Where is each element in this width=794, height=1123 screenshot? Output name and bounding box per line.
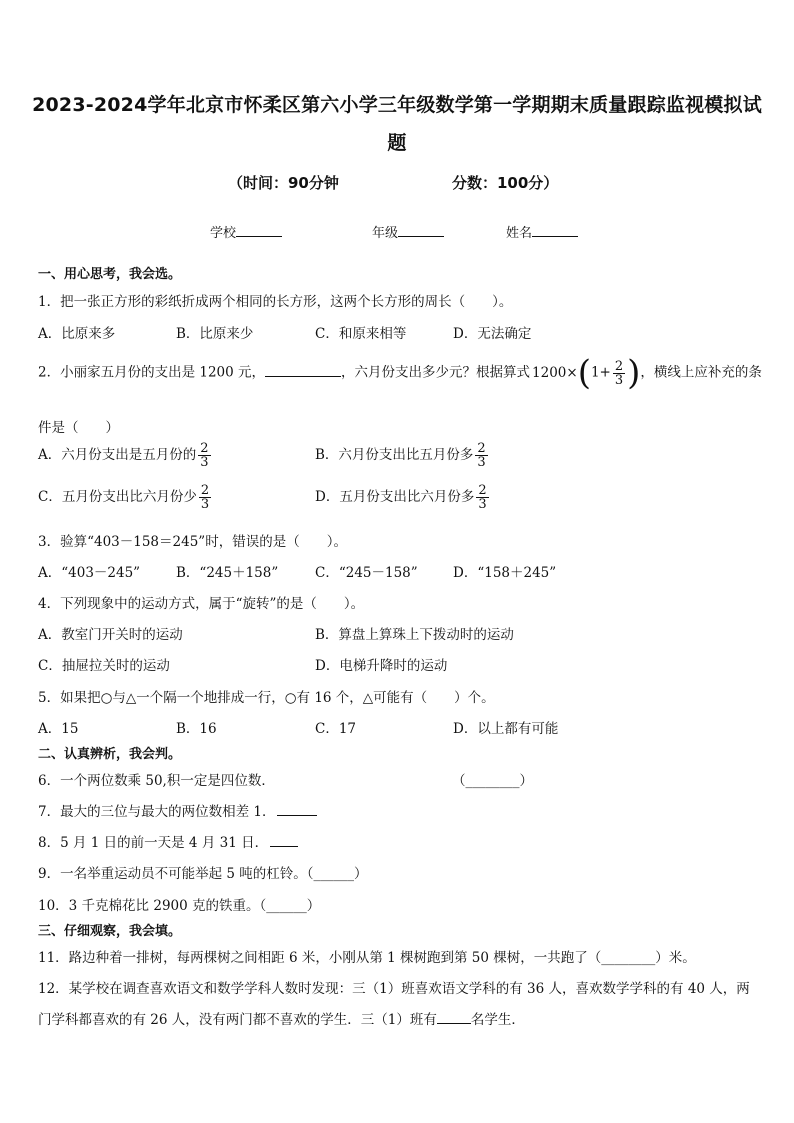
exam-title-line2: 题 <box>387 132 407 154</box>
question-4: 4．下列现象中的运动方式，属于“旋转”的是（ ）。 <box>38 596 365 612</box>
q4-option-a[interactable]: A．教室门开关时的运动 <box>38 627 183 643</box>
q4-option-d[interactable]: D．电梯升降时的运动 <box>315 658 448 674</box>
q2-expr-one: 1+ <box>590 364 611 381</box>
grade-field <box>372 222 444 241</box>
q2-option-b-fraction: $\frac{2}{3}$ <box>477 441 486 470</box>
time-info: （时间：90分钟 <box>228 174 339 192</box>
q6-answer-blank[interactable]: （________） <box>452 773 533 789</box>
question-10: 10．3 千克棉花比 2900 克的铁重。（______） <box>38 898 321 914</box>
q2-option-c[interactable]: C．五月份支出比六月份少 $\frac{2}{3}$ <box>38 483 210 512</box>
q3-option-d[interactable]: D．“158＋245” <box>453 565 557 581</box>
q2-option-d-fraction: $\frac{2}{3}$ <box>478 483 487 512</box>
grade-blank[interactable] <box>398 224 444 237</box>
q8-answer-blank[interactable] <box>270 834 298 847</box>
question-11: 11．路边种着一排树，每两棵树之间相距 6 米，小刚从第 1 棵树跑到第 50 棵树，一共跑了（________）米。 <box>38 950 696 966</box>
question-2 <box>38 353 762 393</box>
question-12: 12．某学校在调查喜欢语文和数学学科人数时发现：三（1）班喜欢语文学科的有 36 人，喜欢数学学科的有 40 人，两 <box>38 981 750 997</box>
question-7: 7．最大的三位与最大的两位数相差 1． <box>38 800 317 820</box>
q2-option-c-fraction: $\frac{2}{3}$ <box>200 483 210 512</box>
section-2-heading: 二、认真辨析，我会判。 <box>38 747 182 762</box>
q2-option-a-fraction: $\frac{2}{3}$ <box>200 441 209 470</box>
name-field <box>506 222 578 241</box>
q12-answer-blank[interactable] <box>437 1011 471 1024</box>
q5-option-d[interactable]: D．以上都有可能 <box>453 721 559 737</box>
question-6: 6．一个两位数乘 50,积一定是四位数． <box>38 773 275 789</box>
q4-option-b[interactable]: B．算盘上算珠上下拨动时的运动 <box>315 627 514 643</box>
q2-option-a[interactable]: A．六月份支出是五月份的 $\frac{2}{3}$ <box>38 441 209 470</box>
q2-text-b: ，六月份支出多少元？根据算式 <box>341 364 531 381</box>
q2-expr-fraction: $\frac{2}{3}$ <box>614 358 624 388</box>
question-5: 5．如果把○与△一个隔一个地排成一行，○有 16 个，△可能有（ ）个。 <box>38 690 495 706</box>
school-blank[interactable] <box>236 224 282 237</box>
question-1: 1．把一张正方形的彩纸折成两个相同的长方形，这两个长方形的周长（ ）。 <box>38 294 513 310</box>
name-blank[interactable] <box>532 224 578 237</box>
question-9: 9．一名举重运动员不可能举起 5 吨的杠铃。（______） <box>38 866 368 882</box>
school-label: 学校 <box>210 226 237 241</box>
question-12-cont: 门学科都喜欢的有 26 人，没有两门都不喜欢的学生．三（1）班有 名学生． <box>38 1012 525 1028</box>
question-8: 8．5 月 1 日的前一天是 4 月 31 日． <box>38 831 298 851</box>
grade-label: 年级 <box>372 226 399 241</box>
question-2-cont: 件是（ ） <box>38 420 119 436</box>
q1-option-d[interactable]: D．无法确定 <box>453 326 532 342</box>
q2-expr-number: 1200× <box>532 364 578 381</box>
q5-option-c[interactable]: C．17 <box>315 721 357 737</box>
q3-option-b[interactable]: B．“245＋158” <box>176 565 279 581</box>
q2-left-paren: ( <box>577 353 591 393</box>
section-1-heading: 一、用心思考，我会选。 <box>38 267 182 282</box>
q1-option-c[interactable]: C．和原来相等 <box>315 326 407 342</box>
question-3: 3．验算“403－158＝245”时，错误的是（ ）。 <box>38 534 347 550</box>
name-label: 姓名 <box>506 226 533 241</box>
q2-blank[interactable] <box>265 364 341 377</box>
q7-answer-blank[interactable] <box>277 803 317 816</box>
q4-option-c[interactable]: C．抽屉拉关时的运动 <box>38 658 170 674</box>
q1-option-b[interactable]: B．比原来少 <box>176 326 254 342</box>
exam-title-line1: 2023-2024学年北京市怀柔区第六小学三年级数学第一学期期末质量跟踪监视模拟试 <box>32 94 762 116</box>
score-info: 分数：100分） <box>452 174 559 192</box>
q2-right-paren: ) <box>627 353 641 393</box>
q2-option-b[interactable]: B．六月份支出比五月份多 $\frac{2}{3}$ <box>315 441 486 470</box>
q3-option-c[interactable]: C．“245－158” <box>315 565 418 581</box>
q2-option-d[interactable]: D．五月份支出比六月份多 $\frac{2}{3}$ <box>315 483 487 512</box>
school-field <box>210 222 282 241</box>
q2-text-a: 2．小丽家五月份的支出是 1200 元， <box>38 364 266 381</box>
q5-option-b[interactable]: B．16 <box>176 721 217 737</box>
q5-option-a[interactable]: A．15 <box>38 721 79 737</box>
q3-option-a[interactable]: A．“403－245” <box>38 565 141 581</box>
section-3-heading: 三、仔细观察，我会填。 <box>38 924 182 939</box>
q2-text-c: ，横线上应补充的条 <box>640 364 762 381</box>
q1-option-a[interactable]: A．比原来多 <box>38 326 116 342</box>
